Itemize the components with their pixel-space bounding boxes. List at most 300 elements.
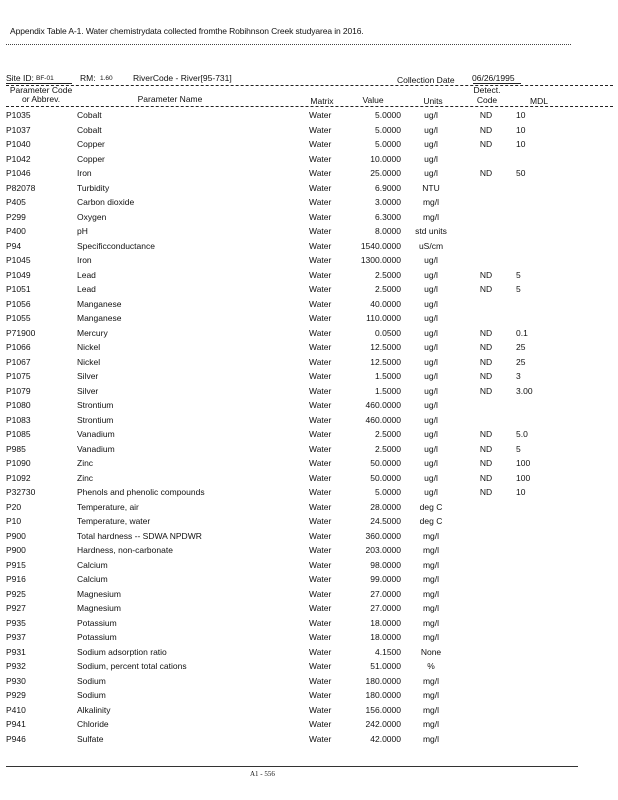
table-row <box>0 559 618 574</box>
row-value: 1.5000 <box>375 385 401 396</box>
col-header-detect-2: Code <box>476 95 498 105</box>
row-matrix: Water <box>309 110 332 120</box>
row-units: ug/l <box>424 342 438 352</box>
row-parameter-code: P400 <box>6 226 26 236</box>
table-row <box>0 689 618 704</box>
row-value: 460.0000 <box>365 414 401 425</box>
row-units: mg/l <box>422 704 440 715</box>
table-row <box>0 240 618 255</box>
row-matrix: Water <box>309 617 332 628</box>
row-parameter-code: P1083 <box>6 414 31 425</box>
row-parameter-name: Lead <box>77 269 96 280</box>
row-value: 360.0000 <box>365 530 401 541</box>
row-parameter-code: P1080 <box>6 400 31 410</box>
table-row <box>0 283 618 298</box>
table-row <box>0 211 618 226</box>
row-parameter-name: Sulfate <box>77 733 104 744</box>
row-value: 6.3000 <box>375 211 401 222</box>
row-matrix: Water <box>309 327 332 338</box>
row-parameter-name: Sodium, percent total cations <box>77 661 187 671</box>
table-row <box>0 138 618 153</box>
row-units: ug/l <box>424 443 438 454</box>
row-value: 12.5000 <box>370 342 401 352</box>
table-row <box>0 544 618 559</box>
row-matrix: Water <box>309 240 332 251</box>
col-header-code-1: Parameter Code <box>9 85 73 95</box>
row-parameter-name: Temperature, water <box>77 516 151 526</box>
row-parameter-name: Sodium <box>77 675 106 686</box>
row-mdl: 5 <box>516 284 521 294</box>
row-value: 1300.0000 <box>360 255 401 265</box>
row-value: 0.0500 <box>375 327 401 338</box>
row-parameter-code: P1040 <box>6 139 31 149</box>
row-parameter-code: P932 <box>6 661 26 671</box>
row-parameter-name: Iron <box>77 168 92 178</box>
table-row <box>0 341 618 356</box>
row-units: ug/l <box>424 400 438 410</box>
row-detect-code: ND <box>479 385 493 396</box>
row-parameter-code: P1051 <box>6 284 31 294</box>
row-units: NTU <box>422 182 440 193</box>
row-mdl: 3.00 <box>516 385 533 396</box>
row-parameter-name: Mercury <box>77 327 108 338</box>
table-row <box>0 385 618 400</box>
row-matrix: Water <box>309 530 332 541</box>
row-parameter-name: pH <box>77 226 88 236</box>
row-mdl: 100 <box>516 458 531 468</box>
row-value: 50.0000 <box>370 472 401 483</box>
row-parameter-code: P1037 <box>6 124 31 135</box>
row-mdl: 10 <box>516 124 526 135</box>
row-units: mg/l <box>422 675 440 686</box>
table-row <box>0 298 618 313</box>
row-parameter-code: P20 <box>6 501 22 512</box>
row-matrix: Water <box>309 501 332 512</box>
collection-date-label: Collection Date <box>397 75 455 85</box>
row-parameter-name: Chloride <box>77 719 109 729</box>
row-matrix: Water <box>309 458 332 468</box>
row-matrix: Water <box>309 487 332 497</box>
row-detect-code: ND <box>479 284 493 294</box>
table-row <box>0 312 618 327</box>
row-value: 460.0000 <box>365 400 401 410</box>
row-parameter-name: Specificconductance <box>77 240 155 251</box>
row-matrix: Water <box>309 632 332 642</box>
row-detect-code: ND <box>479 342 493 352</box>
row-matrix: Water <box>309 356 332 367</box>
row-parameter-name: Potassium <box>77 617 117 628</box>
table-row <box>0 573 618 588</box>
row-value: 27.0000 <box>370 588 401 599</box>
row-matrix: Water <box>309 516 332 526</box>
row-units: ug/l <box>424 110 438 120</box>
row-parameter-code: P32730 <box>6 487 36 497</box>
row-parameter-code: P927 <box>6 603 26 613</box>
row-detect-code: ND <box>479 487 493 497</box>
table-row <box>0 153 618 168</box>
data-table <box>0 109 618 747</box>
row-value: 27.0000 <box>370 603 401 613</box>
page-number: A1 - 556 <box>250 770 275 778</box>
row-parameter-name: Potassium <box>77 632 117 642</box>
row-parameter-name: Iron <box>77 255 92 265</box>
row-value: 3.0000 <box>375 197 401 207</box>
col-header-code-2: or Abbrev. <box>21 94 61 104</box>
row-matrix: Water <box>309 603 332 613</box>
table-row <box>0 602 618 617</box>
row-matrix: Water <box>309 342 332 352</box>
table-row <box>0 530 618 545</box>
row-units: ug/l <box>424 458 438 468</box>
row-units: mg/l <box>422 211 440 222</box>
row-parameter-name: Nickel <box>77 342 101 352</box>
table-row <box>0 196 618 211</box>
row-units: mg/l <box>422 603 440 613</box>
row-detect-code: ND <box>479 168 493 178</box>
row-units: ug/l <box>424 472 438 483</box>
row-parameter-code: P1045 <box>6 255 31 265</box>
table-row <box>0 182 618 197</box>
row-parameter-code: P1056 <box>6 298 31 309</box>
row-units: std units <box>415 226 447 236</box>
row-detect-code: ND <box>479 269 493 280</box>
row-units: ug/l <box>424 168 438 178</box>
river-code: RiverCode - River[95-731] <box>133 73 232 83</box>
row-value: 2.5000 <box>375 269 401 280</box>
table-row <box>0 124 618 139</box>
row-units: deg C <box>419 516 443 526</box>
row-parameter-code: P1079 <box>6 385 31 396</box>
row-parameter-code: P1066 <box>6 342 31 352</box>
row-matrix: Water <box>309 385 332 396</box>
row-mdl: 10 <box>516 110 526 120</box>
row-parameter-code: P931 <box>6 646 26 657</box>
table-row <box>0 356 618 371</box>
row-parameter-code: P1092 <box>6 472 31 483</box>
row-parameter-name: Calcium <box>77 574 108 584</box>
row-matrix: Water <box>309 443 332 454</box>
row-matrix: Water <box>309 559 332 570</box>
row-parameter-code: P405 <box>6 197 26 207</box>
row-value: 40.0000 <box>370 298 401 309</box>
row-value: 99.0000 <box>370 574 401 584</box>
row-value: 180.0000 <box>365 675 401 686</box>
row-units: mg/l <box>422 632 440 642</box>
table-row <box>0 675 618 690</box>
row-units: mg/l <box>422 197 440 207</box>
row-parameter-name: Alkalinity <box>77 704 111 715</box>
table-row <box>0 443 618 458</box>
row-parameter-name: Strontium <box>77 400 114 410</box>
row-parameter-name: Turbidity <box>77 182 110 193</box>
row-parameter-code: P929 <box>6 690 26 700</box>
row-parameter-code: P1042 <box>6 153 31 164</box>
row-mdl: 10 <box>516 139 526 149</box>
table-row <box>0 269 618 284</box>
row-units: ug/l <box>424 255 438 265</box>
col-header-mdl: MDL <box>530 96 548 106</box>
row-matrix: Water <box>309 400 332 410</box>
row-value: 1.5000 <box>375 371 401 381</box>
row-detect-code: ND <box>479 371 493 381</box>
row-parameter-code: P925 <box>6 588 26 599</box>
row-units: ug/l <box>424 269 438 280</box>
row-parameter-code: P937 <box>6 632 26 642</box>
row-parameter-name: Copper <box>77 153 105 164</box>
row-value: 5.0000 <box>375 139 401 149</box>
row-matrix: Water <box>309 414 332 425</box>
row-detect-code: ND <box>479 429 493 439</box>
row-value: 2.5000 <box>375 429 401 439</box>
row-parameter-name: Calcium <box>77 559 108 570</box>
row-detect-code: ND <box>479 472 493 483</box>
row-value: 203.0000 <box>365 545 401 555</box>
row-parameter-code: P299 <box>6 211 26 222</box>
row-parameter-name: Magnesium <box>77 588 121 599</box>
row-units: uS/cm <box>418 240 444 251</box>
row-matrix: Water <box>309 661 332 671</box>
row-matrix: Water <box>309 255 332 265</box>
row-value: 5.0000 <box>375 487 401 497</box>
row-parameter-name: Temperature, air <box>77 501 139 512</box>
row-units: mg/l <box>422 719 440 729</box>
row-value: 4.1500 <box>375 646 401 657</box>
row-mdl: 3 <box>516 371 521 381</box>
row-value: 156.0000 <box>365 704 401 715</box>
row-parameter-code: P1085 <box>6 429 31 439</box>
row-value: 98.0000 <box>370 559 401 570</box>
table-row <box>0 414 618 429</box>
row-units: mg/l <box>422 530 440 541</box>
row-value: 18.0000 <box>370 632 401 642</box>
row-matrix: Water <box>309 371 332 381</box>
row-value: 25.0000 <box>370 168 401 178</box>
row-matrix: Water <box>309 690 332 700</box>
row-parameter-code: P82078 <box>6 182 36 193</box>
row-parameter-code: P71900 <box>6 327 36 338</box>
row-value: 2.5000 <box>375 443 401 454</box>
row-units: mg/l <box>422 690 440 700</box>
table-row <box>0 457 618 472</box>
row-matrix: Water <box>309 574 332 584</box>
col-header-value: Value <box>362 95 384 105</box>
row-units: ug/l <box>424 429 438 439</box>
date-underline <box>473 83 521 84</box>
row-parameter-code: P915 <box>6 559 26 570</box>
row-parameter-code: P930 <box>6 675 26 686</box>
title-divider <box>6 44 571 45</box>
row-parameter-name: Carbon dioxide <box>77 197 135 207</box>
row-matrix: Water <box>309 284 332 294</box>
table-row <box>0 167 618 182</box>
row-parameter-name: Sodium <box>77 690 106 700</box>
row-parameter-name: Zinc <box>77 472 94 483</box>
table-row <box>0 704 618 719</box>
row-parameter-code: P900 <box>6 530 26 541</box>
row-value: 5.0000 <box>375 110 401 120</box>
site-underline <box>6 83 72 84</box>
row-parameter-code: P410 <box>6 704 26 715</box>
row-matrix: Water <box>309 588 332 599</box>
row-parameter-name: Total hardness -- SDWA NPDWR <box>77 530 202 541</box>
row-units: ug/l <box>424 139 438 149</box>
row-matrix: Water <box>309 269 332 280</box>
row-matrix: Water <box>309 429 332 439</box>
row-mdl: 5.0 <box>516 429 528 439</box>
rm-label: RM: <box>80 73 96 83</box>
row-value: 242.0000 <box>365 719 401 729</box>
row-units: ug/l <box>424 327 438 338</box>
table-row <box>0 399 618 414</box>
row-units: mg/l <box>422 617 440 628</box>
row-matrix: Water <box>309 182 332 193</box>
table-row <box>0 109 618 124</box>
row-value: 51.0000 <box>370 661 401 671</box>
row-parameter-name: Manganese <box>77 298 122 309</box>
row-units: ug/l <box>424 298 438 309</box>
row-units: ug/l <box>424 356 438 367</box>
row-value: 6.9000 <box>375 182 401 193</box>
row-units: % <box>427 661 435 671</box>
row-detect-code: ND <box>479 458 493 468</box>
row-units: ug/l <box>424 124 438 135</box>
row-mdl: 5 <box>516 443 521 454</box>
row-units: mg/l <box>422 545 440 555</box>
row-parameter-code: P1049 <box>6 269 31 280</box>
row-mdl: 100 <box>516 472 531 483</box>
row-units: mg/l <box>422 588 440 599</box>
col-header-detect-1: Detect. <box>473 85 501 95</box>
table-row <box>0 515 618 530</box>
row-parameter-name: Silver <box>77 385 99 396</box>
row-parameter-code: P946 <box>6 733 26 744</box>
row-units: ug/l <box>424 153 438 164</box>
row-parameter-name: Lead <box>77 284 96 294</box>
row-value: 1540.0000 <box>360 240 401 251</box>
row-parameter-name: Silver <box>77 371 99 381</box>
row-matrix: Water <box>309 313 332 323</box>
row-parameter-name: Zinc <box>77 458 94 468</box>
row-matrix: Water <box>309 675 332 686</box>
row-matrix: Water <box>309 168 332 178</box>
row-mdl: 0.1 <box>516 327 528 338</box>
row-value: 18.0000 <box>370 617 401 628</box>
col-header-name: Parameter Name <box>137 94 203 104</box>
row-value: 42.0000 <box>370 733 401 744</box>
row-parameter-name: Cobalt <box>77 110 102 120</box>
table-row <box>0 225 618 240</box>
table-row <box>0 660 618 675</box>
collection-date-value: 06/26/1995 <box>472 73 515 83</box>
row-matrix: Water <box>309 226 332 236</box>
row-matrix: Water <box>309 211 332 222</box>
row-parameter-code: P1090 <box>6 458 31 468</box>
row-units: None <box>420 646 442 657</box>
row-parameter-name: Phenols and phenolic compounds <box>77 487 205 497</box>
row-value: 10.0000 <box>370 153 401 164</box>
row-parameter-name: Nickel <box>77 356 101 367</box>
row-parameter-code: P1075 <box>6 371 31 381</box>
row-mdl: 10 <box>516 487 526 497</box>
site-id-value: BF-01 <box>36 75 54 82</box>
row-matrix: Water <box>309 124 332 135</box>
row-mdl: 25 <box>516 356 526 367</box>
row-units: mg/l <box>422 559 440 570</box>
header-top-rule <box>6 85 613 86</box>
table-row <box>0 254 618 269</box>
row-parameter-name: Strontium <box>77 414 114 425</box>
row-parameter-code: P1055 <box>6 313 31 323</box>
row-matrix: Water <box>309 545 332 555</box>
row-mdl: 5 <box>516 269 521 280</box>
row-units: ug/l <box>424 284 438 294</box>
row-value: 180.0000 <box>365 690 401 700</box>
col-header-matrix: Matrix <box>310 96 334 106</box>
site-id-label: Site ID: <box>6 73 34 83</box>
table-row <box>0 631 618 646</box>
row-detect-code: ND <box>479 110 493 120</box>
row-detect-code: ND <box>479 356 493 367</box>
table-row <box>0 588 618 603</box>
table-row <box>0 733 618 748</box>
row-matrix: Water <box>309 733 332 744</box>
row-detect-code: ND <box>479 443 493 454</box>
rm-value: 1.60 <box>100 75 113 82</box>
row-mdl: 50 <box>516 168 526 178</box>
row-parameter-code: P985 <box>6 443 26 454</box>
row-units: ug/l <box>424 371 438 381</box>
footer-rule <box>6 766 578 767</box>
row-parameter-name: Vanadium <box>77 429 115 439</box>
row-value: 28.0000 <box>370 501 401 512</box>
table-row <box>0 428 618 443</box>
header-bottom-rule <box>6 106 613 107</box>
row-value: 50.0000 <box>370 458 401 468</box>
row-units: deg C <box>419 501 443 512</box>
row-parameter-name: Vanadium <box>77 443 115 454</box>
row-matrix: Water <box>309 646 332 657</box>
row-value: 110.0000 <box>366 313 401 323</box>
row-parameter-name: Manganese <box>77 313 122 323</box>
row-value: 8.0000 <box>375 226 401 236</box>
table-row <box>0 370 618 385</box>
row-parameter-name: Copper <box>77 139 105 149</box>
row-units: mg/l <box>422 733 440 744</box>
row-parameter-name: Hardness, non-carbonate <box>77 545 173 555</box>
table-row <box>0 486 618 501</box>
table-row <box>0 646 618 661</box>
row-value: 5.0000 <box>375 124 401 135</box>
row-parameter-name: Oxygen <box>77 211 107 222</box>
row-detect-code: ND <box>479 327 493 338</box>
row-mdl: 25 <box>516 342 526 352</box>
row-parameter-name: Sodium adsorption ratio <box>77 646 167 657</box>
table-title: Appendix Table A-1. Water chemistrydata collected fromthe Robihnson Creek studyarea in 2016. <box>10 26 364 36</box>
row-value: 24.5000 <box>370 516 401 526</box>
row-matrix: Water <box>309 704 332 715</box>
row-parameter-code: P900 <box>6 545 26 555</box>
table-row <box>0 472 618 487</box>
row-value: 2.5000 <box>375 284 401 294</box>
row-parameter-code: P1035 <box>6 110 31 120</box>
row-units: ug/l <box>424 385 438 396</box>
row-matrix: Water <box>309 719 332 729</box>
row-detect-code: ND <box>479 124 493 135</box>
table-row <box>0 327 618 342</box>
table-row <box>0 617 618 632</box>
col-header-units: Units <box>423 96 443 106</box>
row-parameter-code: P1067 <box>6 356 31 367</box>
